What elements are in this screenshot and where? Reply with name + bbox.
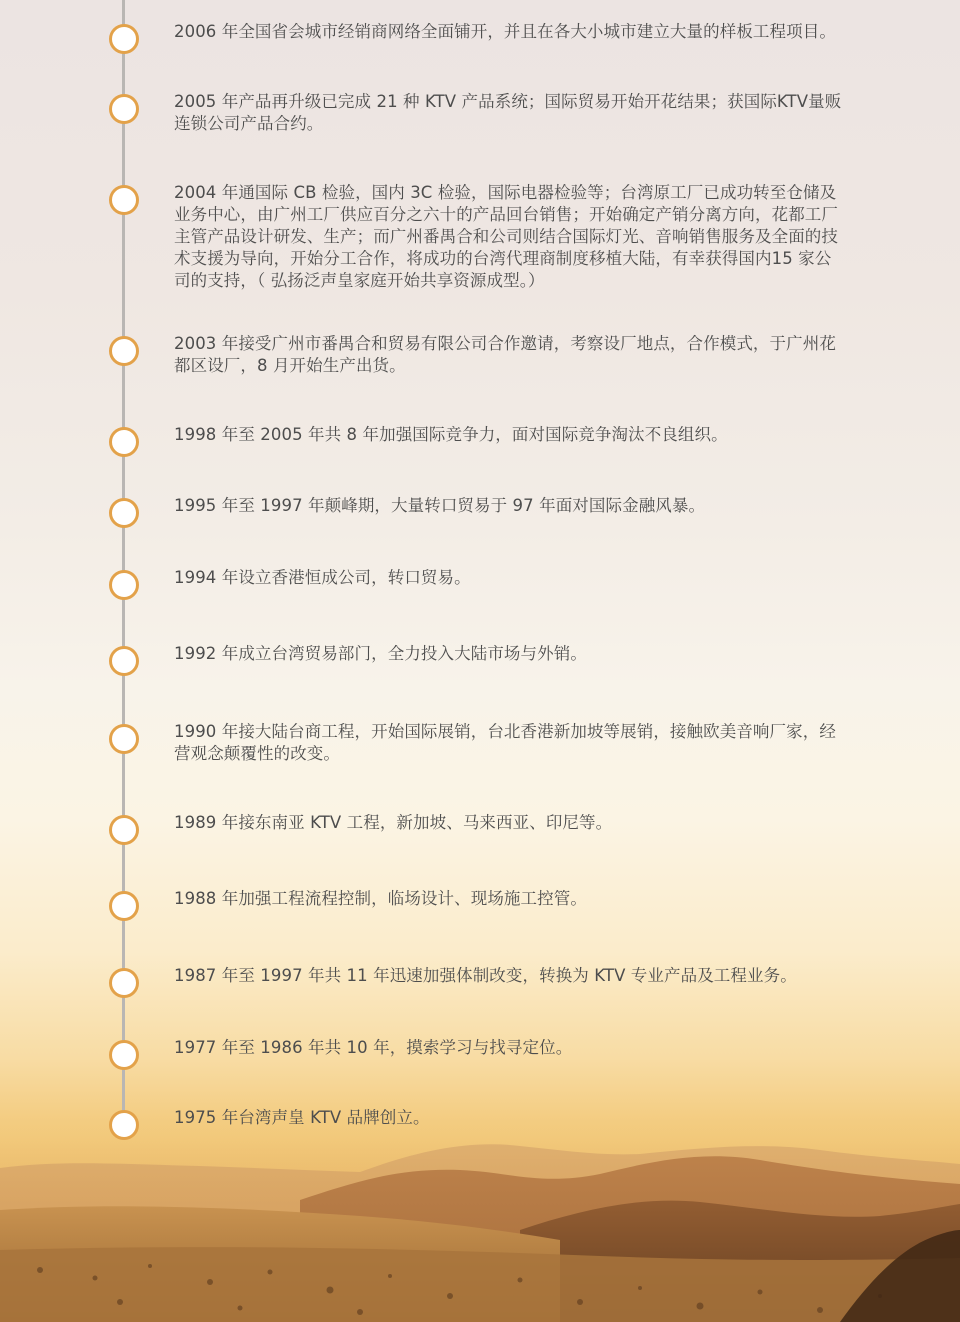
timeline-node-icon [109, 1040, 139, 1070]
timeline-entry-text: 1990 年接大陆台商工程，开始国际展销，台北香港新加坡等展销，接触欧美音响厂家，经 营观念颠覆性的改变。 [174, 722, 836, 763]
mountain-landscape-image [0, 1120, 960, 1322]
timeline-entry-text: 1975 年台湾声皇 KTV 品牌创立。 [174, 1108, 430, 1127]
timeline-node-icon [109, 646, 139, 676]
timeline-entry-text: 2003 年接受广州市番禺合和贸易有限公司合作邀请，考察设厂地点，合作模式，于广州花 都区设厂，8 月开始生产出货。 [174, 334, 836, 375]
timeline-node-icon [109, 968, 139, 998]
timeline-node-icon [109, 891, 139, 921]
timeline-node-icon [109, 1110, 139, 1140]
timeline-entry-text: 2005 年产品再升级已完成 21 种 KTV 产品系统；国际贸易开始开花结果；获国际KTV量贩 连锁公司产品合约。 [174, 92, 842, 133]
timeline-node-icon [109, 336, 139, 366]
timeline-node-icon [109, 815, 139, 845]
timeline-entry-text: 1987 年至 1997 年共 11 年迅速加强体制改变，转换为 KTV 专业产品及工程业务。 [174, 966, 797, 985]
timeline-entry-text: 2004 年通国际 CB 检验，国内 3C 检验，国际电器检验等；台湾原工厂已成功转至仓储及 业务中心，由广州工厂供应百分之六十的产品回台销售；开始确定产销分离方向，花都工厂 主管产品设计研发、生产；而广州番禺合和公司则结合国际灯光、音响销售服务及全面的技 术支援为导向，开始分工合作，将成功的台湾代理商制度移植大陆，有幸获得国内15 家公 司的支持，（ 弘扬泛声皇家庭开始共享资源成型。） [174, 183, 838, 290]
timeline-entry-text: 1998 年至 2005 年共 8 年加强国际竞争力，面对国际竞争淘汰不良组织。 [174, 425, 728, 444]
timeline-node-icon [109, 94, 139, 124]
timeline-entry-text: 1994 年设立香港恒成公司，转口贸易。 [174, 568, 471, 587]
timeline-node-icon [109, 24, 139, 54]
timeline-entry-text: 1995 年至 1997 年颠峰期，大量转口贸易于 97 年面对国际金融风暴。 [174, 496, 706, 515]
timeline-node-icon [109, 427, 139, 457]
timeline-node-icon [109, 185, 139, 215]
timeline-entry-text: 1989 年接东南亚 KTV 工程，新加坡、马来西亚、印尼等。 [174, 813, 613, 832]
timeline-entry-text: 2006 年全国省会城市经销商网络全面铺开，并且在各大小城市建立大量的样板工程项目。 [174, 22, 836, 41]
timeline-node-icon [109, 570, 139, 600]
timeline-node-icon [109, 498, 139, 528]
timeline-node-icon [109, 724, 139, 754]
timeline-entry-text: 1977 年至 1986 年共 10 年，摸索学习与找寻定位。 [174, 1038, 573, 1057]
timeline-entry-text: 1992 年成立台湾贸易部门，全力投入大陆市场与外销。 [174, 644, 587, 663]
timeline-entry-text: 1988 年加强工程流程控制，临场设计、现场施工控管。 [174, 889, 587, 908]
